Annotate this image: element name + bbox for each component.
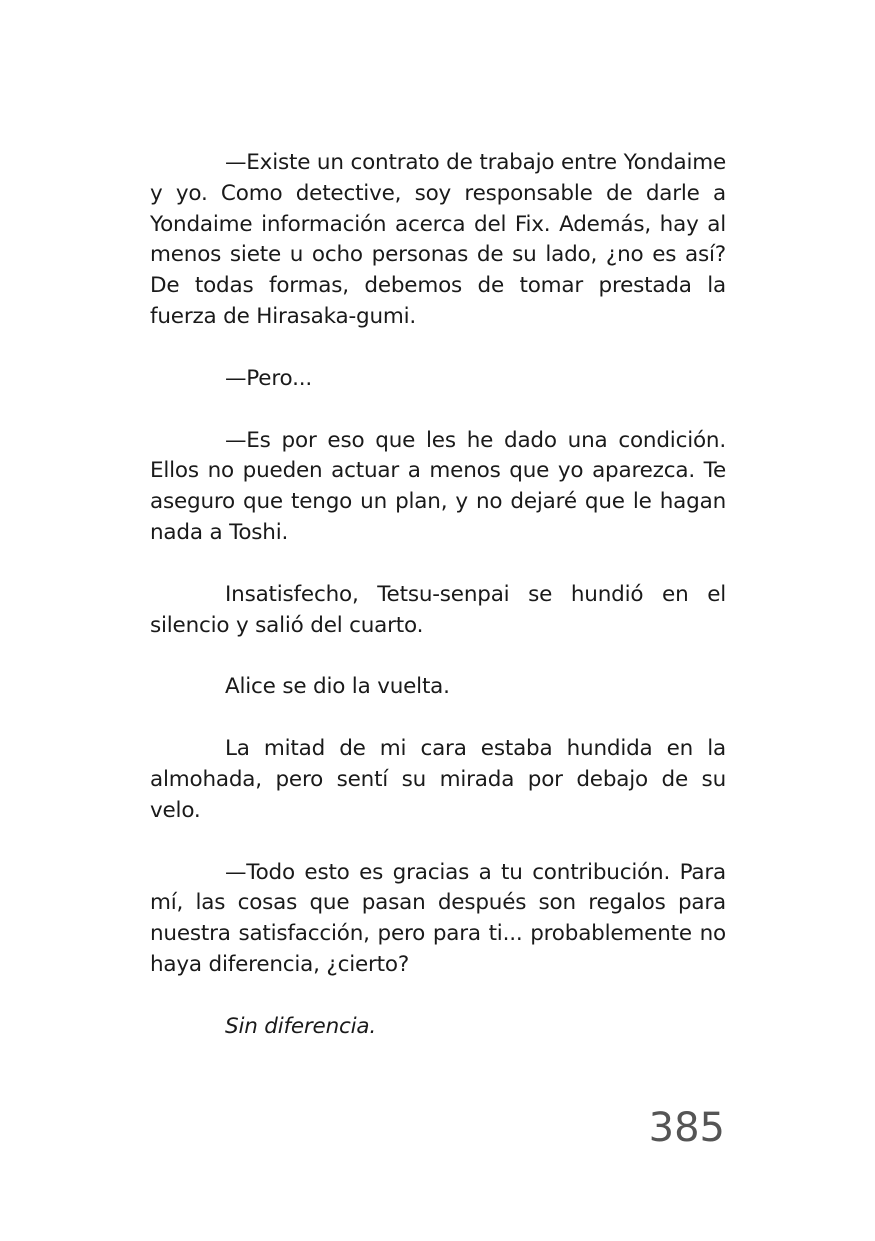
paragraph-5: Alice se dio la vuelta. <box>225 674 450 700</box>
paragraph-7: —Todo esto es gracias a tu contribución. Para mí, las cosas que pasan después son regalos para nuestra satisfacción, pero para ti... probablemente no haya diferencia, ¿cierto? <box>150 859 726 977</box>
paragraph-3: —Es por eso que les he dado una condición. Ellos no pueden actuar a menos que yo aparezca. Te aseguro que tengo un plan, y no dejaré que le hagan nada a Toshi. <box>150 427 726 545</box>
page-number: 385 <box>648 1105 725 1151</box>
paragraph-4: Insatisfecho, Tetsu-senpai se hundió en el silencio y salió del cuarto. <box>150 581 726 638</box>
paragraph-1: —Existe un contrato de trabajo entre Yondaime y yo. Como detective, soy responsable de darle a Yondaime información acerca del Fix. Además, hay al menos siete u ocho personas de su lado, ¿no es así? De todas formas, debemos de tomar prestada la fuerza de Hirasaka-gumi. <box>150 150 726 329</box>
page-body <box>150 148 726 1074</box>
paragraph-8-italic: Sin diferencia. <box>225 1013 376 1039</box>
paragraph-6: La mitad de mi cara estaba hundida en la almohada, pero sentí su mirada por debajo de su velo. <box>150 736 726 823</box>
paragraph-2: —Pero... <box>225 365 312 391</box>
